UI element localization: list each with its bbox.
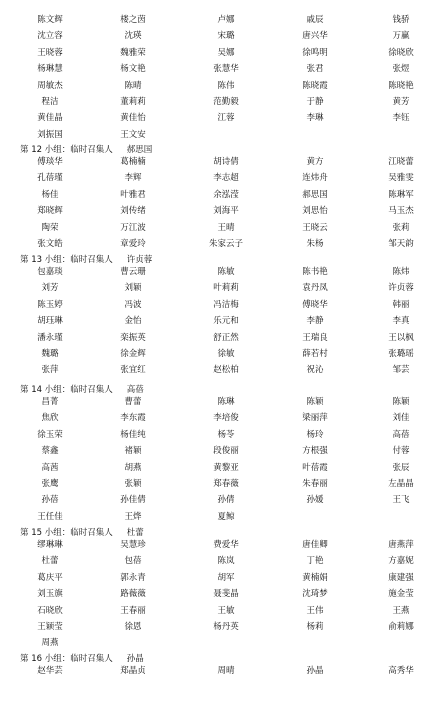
member-name: 李真: [392, 316, 410, 327]
name-row: [0, 637, 445, 650]
member-name: 陈书艳: [302, 267, 328, 277]
member-name: 孙倩: [217, 495, 235, 506]
name-row: [0, 112, 445, 125]
member-name: 薛若村: [302, 349, 328, 359]
member-name: 王晴: [217, 222, 235, 233]
member-name: 杨苓: [217, 429, 235, 440]
member-name: 邹天韵: [388, 239, 414, 249]
member-name: 陈琳: [217, 397, 235, 407]
member-name: 刘思怡: [302, 206, 328, 217]
name-row: [0, 315, 445, 328]
member-name: 孔蓓瑾: [37, 173, 63, 184]
member-name: 李辉: [124, 173, 142, 184]
member-name: 郑晶贞: [120, 666, 146, 676]
member-name: 徐玉荣: [37, 429, 63, 440]
member-name: 王任佳: [37, 511, 63, 522]
member-name: 冯洁梅: [213, 299, 239, 310]
group-leader: 许贞蓉: [126, 255, 153, 265]
member-name: 王烨: [124, 511, 142, 522]
member-name: 施金莹: [388, 589, 414, 600]
member-name: 沈琦梦: [302, 589, 328, 600]
name-row: [0, 429, 445, 442]
member-name: 李志超: [213, 173, 239, 184]
name-row: [0, 478, 445, 491]
member-name: 杨佳纯: [120, 429, 146, 440]
member-name: 高秀华: [388, 666, 414, 676]
member-name: 王燕: [392, 605, 410, 616]
member-name: 陈玉婷: [37, 299, 63, 310]
member-name: 葛楠楠: [120, 157, 146, 167]
member-name: 徐敏: [217, 349, 235, 359]
name-row: [0, 665, 445, 678]
member-name: 王敏: [217, 605, 235, 616]
member-name: 刘芳: [41, 283, 59, 294]
member-name: 杨佳: [41, 189, 59, 200]
member-name: 钱骄: [392, 15, 410, 25]
member-name: 昌菁: [41, 397, 59, 407]
name-row: [0, 555, 445, 568]
name-row: [0, 412, 445, 425]
member-name: 许贞蓉: [388, 283, 414, 294]
member-name: 李钰: [392, 113, 410, 124]
member-name: 王瑞良: [302, 332, 328, 343]
member-name: 叶雅君: [120, 189, 146, 200]
name-row: [0, 572, 445, 585]
member-name: 赵松柏: [213, 365, 239, 376]
name-row: [0, 205, 445, 218]
name-row: [0, 129, 445, 142]
name-row: [0, 445, 445, 458]
member-name: 程洁: [41, 97, 59, 107]
member-name: 于静: [306, 97, 324, 107]
name-row: [0, 172, 445, 185]
member-name: 周敏杰: [37, 80, 63, 91]
member-name: 孙晶: [306, 666, 324, 676]
member-name: 段俊丽: [213, 446, 239, 457]
member-name: 江晓蕾: [388, 157, 414, 167]
member-name: 陈敏: [217, 267, 235, 277]
member-name: 张璐瑶: [388, 349, 414, 359]
member-name: 江蓉: [217, 113, 235, 124]
member-name: 梁丽萍: [302, 413, 328, 424]
member-name: 楼之茵: [120, 15, 146, 25]
member-name: 舒正然: [213, 332, 239, 343]
member-name: 唐燕萍: [388, 540, 414, 550]
member-name: 金怡: [124, 316, 142, 327]
member-name: 沈立容: [37, 31, 63, 42]
name-row: [0, 511, 445, 524]
member-name: 缪琳琳: [37, 540, 63, 550]
member-name: 丁艳: [306, 556, 324, 567]
member-name: 张萍: [41, 365, 59, 376]
member-name: 傅琰华: [37, 157, 63, 167]
member-name: 魏璐: [41, 349, 59, 359]
group-leader: 高蓓: [126, 385, 144, 395]
member-name: 王晓云: [302, 222, 328, 233]
member-name: 叶莉莉: [213, 283, 239, 294]
name-row: [0, 30, 445, 43]
name-row: [0, 14, 445, 27]
member-name: 唐兴华: [302, 31, 328, 42]
member-name: 杨琳慧: [37, 64, 63, 75]
member-name: 张慧华: [213, 64, 239, 75]
member-name: 胡军: [217, 572, 235, 583]
member-name: 李琳: [306, 113, 324, 124]
group-title: 第 12 小组：临时召集人: [20, 145, 113, 155]
member-name: 左晶晶: [388, 479, 414, 489]
group-title: 第 13 小组：临时召集人: [20, 255, 113, 265]
member-name: 杨莉: [306, 622, 324, 632]
member-name: 万江波: [120, 222, 146, 233]
member-name: 张辰: [392, 462, 410, 473]
name-row: [0, 364, 445, 377]
member-name: 徐晓欣: [388, 47, 414, 58]
member-name: 包蓓: [124, 556, 142, 567]
member-name: 刘玉旗: [37, 589, 63, 600]
group-title: 第 15 小组：临时召集人: [20, 528, 113, 538]
member-name: 章爱玲: [120, 239, 146, 249]
member-name: 韩丽: [392, 299, 410, 310]
member-name: 张煜: [392, 64, 410, 75]
member-name: 刘颖: [124, 283, 142, 294]
member-name: 褚颖: [124, 446, 142, 457]
member-name: 郑春薇: [213, 479, 239, 489]
member-name: 石晓欣: [37, 605, 63, 616]
member-name: 余泓滢: [213, 189, 239, 200]
group-title: 第 16 小组：临时召集人: [20, 654, 113, 664]
member-name: 陈炜: [392, 267, 410, 277]
member-name: 刘佳: [392, 413, 410, 424]
name-row: [0, 621, 445, 634]
member-name: 徐鸣明: [302, 47, 328, 58]
member-name: 杨文艳: [120, 64, 146, 75]
name-row: [0, 266, 445, 279]
name-row: [0, 189, 445, 202]
member-name: 陈晴: [124, 80, 142, 91]
member-name: 栾振英: [120, 332, 146, 343]
name-row: [0, 96, 445, 109]
member-name: 陈晓霞: [302, 80, 328, 91]
member-name: 郑晓辉: [37, 206, 63, 217]
member-name: 夏鲸: [217, 511, 235, 522]
member-name: 陈文辉: [37, 15, 63, 25]
member-name: 王文安: [120, 129, 146, 140]
group-title: 第 14 小组：临时召集人: [20, 385, 113, 395]
member-name: 孙媛: [306, 495, 324, 506]
member-name: 高蓓: [392, 429, 410, 440]
member-name: 乐元和: [213, 316, 239, 327]
member-name: 周燕: [41, 638, 59, 649]
member-name: 邹芸: [392, 365, 410, 376]
name-row: [0, 332, 445, 345]
member-name: 蔡鑫: [41, 446, 59, 457]
name-row: [0, 539, 445, 552]
name-row: [0, 238, 445, 251]
member-name: 黄佳怡: [120, 113, 146, 124]
member-name: 陈岚: [217, 556, 235, 567]
member-name: 杨玲: [306, 429, 324, 440]
member-name: 连炜舟: [302, 173, 328, 184]
member-name: 付蓉: [392, 446, 410, 457]
member-name: 郝思国: [302, 189, 328, 200]
member-name: 陈颖: [392, 397, 410, 407]
member-name: 孙蓓: [41, 495, 59, 506]
member-name: 杨丹英: [213, 622, 239, 632]
member-name: 袁丹凤: [302, 283, 328, 294]
member-name: 张鹰: [41, 479, 59, 489]
member-name: 魏雅荣: [120, 47, 146, 58]
member-name: 包嘉琰: [37, 267, 63, 277]
member-name: 黄黎亚: [213, 462, 239, 473]
member-name: 黄佳晶: [37, 113, 63, 124]
member-name: 黄楠娟: [302, 572, 328, 583]
name-row: [0, 588, 445, 601]
member-name: 万赢: [392, 31, 410, 42]
member-name: 傅晓华: [302, 299, 328, 310]
member-name: 康建强: [388, 572, 414, 583]
member-name: 方根强: [302, 446, 328, 457]
member-name: 张宜红: [120, 365, 146, 376]
member-name: 董莉莉: [120, 97, 146, 107]
member-name: 张君: [306, 64, 324, 75]
name-row: [0, 605, 445, 618]
member-name: 胡燕: [124, 462, 142, 473]
member-name: 王伟: [306, 605, 324, 616]
name-row: [0, 222, 445, 235]
member-name: 周晴: [217, 666, 235, 676]
member-name: 宋璐: [217, 31, 235, 42]
member-name: 吴雅雯: [388, 173, 414, 184]
member-name: 张文皓: [37, 239, 63, 249]
member-name: 曹云珊: [120, 267, 146, 277]
member-name: 曹蕾: [124, 397, 142, 407]
name-row: [0, 47, 445, 60]
member-name: 聂斐晶: [213, 589, 239, 600]
member-name: 黄芳: [392, 97, 410, 107]
member-name: 卢娜: [217, 15, 235, 25]
member-name: 刘振国: [37, 129, 63, 140]
member-name: 李培俊: [213, 413, 239, 424]
name-row: [0, 462, 445, 475]
member-name: 胡珏琳: [37, 316, 63, 327]
group-leader: 杜蕾: [126, 528, 144, 538]
group-leader: 郝思国: [126, 145, 153, 155]
member-name: 王晓蓉: [37, 47, 63, 58]
name-row: [0, 299, 445, 312]
member-name: 费爱华: [213, 540, 239, 550]
member-name: 戚辰: [306, 15, 324, 25]
member-name: 王以枫: [388, 332, 414, 343]
member-name: 吴娜: [217, 47, 235, 58]
member-name: 陈颖: [306, 397, 324, 407]
member-name: 马玉杰: [388, 206, 414, 217]
group-leader: 孙晶: [126, 654, 144, 664]
member-name: 朱杨: [306, 239, 324, 249]
name-row: [0, 63, 445, 76]
member-name: 祝沁: [306, 365, 324, 376]
member-name: 李东霞: [120, 413, 146, 424]
member-name: 王飞: [392, 495, 410, 506]
name-row: [0, 494, 445, 507]
member-name: 俞莉娜: [388, 622, 414, 632]
member-name: 葛庆平: [37, 572, 63, 583]
member-name: 陈琳军: [388, 189, 414, 200]
member-name: 张莉: [392, 222, 410, 233]
member-name: 刘海平: [213, 206, 239, 217]
member-name: 郭永青: [120, 572, 146, 583]
member-name: 李静: [306, 316, 324, 327]
member-name: 孙佳倩: [120, 495, 146, 506]
member-name: 徐金辉: [120, 349, 146, 359]
name-row: [0, 348, 445, 361]
member-name: 沈瑛: [124, 31, 142, 42]
member-name: 叶蓓霞: [302, 462, 328, 473]
name-row: [0, 156, 445, 169]
member-name: 朱春丽: [302, 479, 328, 489]
member-name: 吴慧珍: [120, 540, 146, 550]
member-name: 黄方: [306, 157, 324, 167]
member-name: 王春丽: [120, 605, 146, 616]
member-name: 唐佳卿: [302, 540, 328, 550]
member-name: 张颖: [124, 479, 142, 489]
member-name: 杜蕾: [41, 556, 59, 567]
member-name: 陈伟: [217, 80, 235, 91]
member-name: 陶荣: [41, 222, 59, 233]
member-name: 焦欣: [41, 413, 59, 424]
member-name: 高茜: [41, 462, 59, 473]
name-row: [0, 282, 445, 295]
name-row: [0, 396, 445, 409]
member-name: 潘永瑾: [37, 332, 63, 343]
member-name: 冯波: [124, 299, 142, 310]
member-name: 陈晓艳: [388, 80, 414, 91]
member-name: 路薇薇: [120, 589, 146, 600]
member-name: 朱家云子: [208, 239, 244, 249]
member-name: 王颖莹: [37, 622, 63, 632]
member-name: 方嘉妮: [388, 556, 414, 567]
member-name: 胡诗倩: [213, 157, 239, 167]
name-row: [0, 80, 445, 93]
member-name: 范勤毅: [213, 97, 239, 107]
member-name: 徐恩: [124, 622, 142, 632]
member-name: 刘传绪: [120, 206, 146, 217]
member-name: 赵华芸: [37, 666, 63, 676]
